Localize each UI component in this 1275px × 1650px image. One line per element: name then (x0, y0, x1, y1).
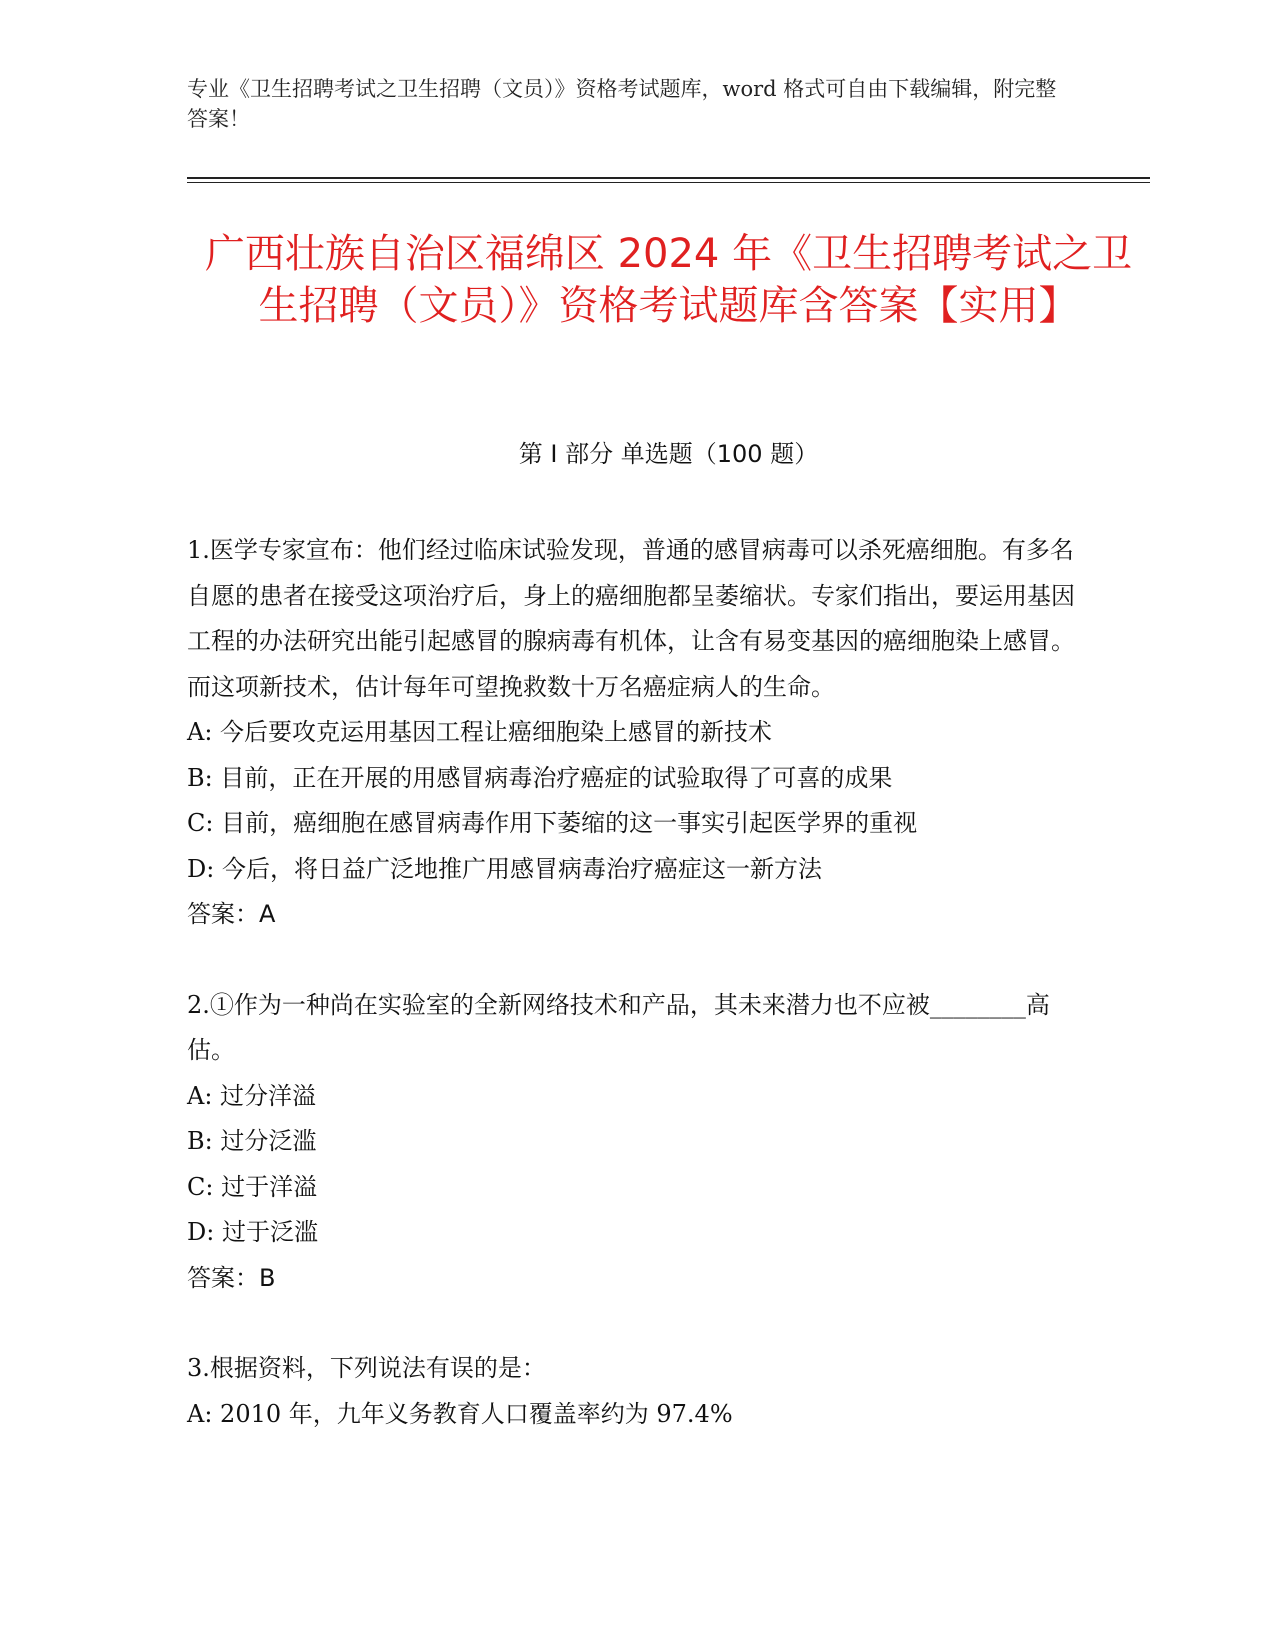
section-title: 第 I 部分 单选题（100 题） (518, 440, 819, 468)
answer: 答案：A (187, 900, 276, 928)
option-c: C: 过于洋溢 (187, 1172, 318, 1201)
option-b: B: 过分泛滥 (187, 1127, 317, 1155)
header-divider-thick (187, 177, 1150, 179)
header-note: 专业《卫生招聘考试之卫生招聘（文员）》资格考试题库，word 格式可自由下载编辑，附完整答案！ (187, 77, 1057, 131)
question-stem: 2.①作为一种尚在实验室的全新网络技术和产品，其未来潜力也不应被________高估。 (187, 990, 1050, 1064)
header-divider-thin (187, 182, 1150, 183)
option-c: C: 目前，癌细胞在感冒病毒作用下萎缩的这一事实引起医学界的重视 (187, 809, 918, 837)
option-a: A: 过分洋溢 (187, 1081, 317, 1110)
question-1 (187, 528, 1087, 938)
question-2 (187, 983, 1087, 1302)
question-stem: 3.根据资料，下列说法有误的是： (187, 1354, 546, 1382)
question-list (187, 528, 1087, 1482)
option-a: A: 2010 年，九年义务教育人口覆盖率约为 97.4% (187, 1399, 733, 1428)
question-stem: 1.医学专家宣布：他们经过临床试验发现，普通的感冒病毒可以杀死癌细胞。有多名自愿的患者在接受这项治疗后，身上的癌细胞都呈萎缩状。专家们指出，要运用基因工程的办法研究出能引起感冒的腺病毒有机体，让含有易变基因的癌细胞染上感冒。而这项新技术，估计每年可望挽救数十万名癌症病人的生命。 (187, 536, 1075, 701)
option-a: A: 今后要攻克运用基因工程让癌细胞染上感冒的新技术 (187, 718, 773, 746)
answer: 答案：B (187, 1263, 276, 1292)
document-title: 广西壮族自治区福绵区 2024 年《卫生招聘考试之卫生招聘（文员）》资格考试题库含答案【实用】 (204, 231, 1133, 329)
option-b: B: 目前，正在开展的用感冒病毒治疗癌症的试验取得了可喜的成果 (187, 763, 893, 792)
question-3 (187, 1346, 1087, 1437)
option-d: D: 今后，将日益广泛地推广用感冒病毒治疗癌症这一新方法 (187, 854, 822, 883)
option-d: D: 过于泛滥 (187, 1218, 318, 1246)
